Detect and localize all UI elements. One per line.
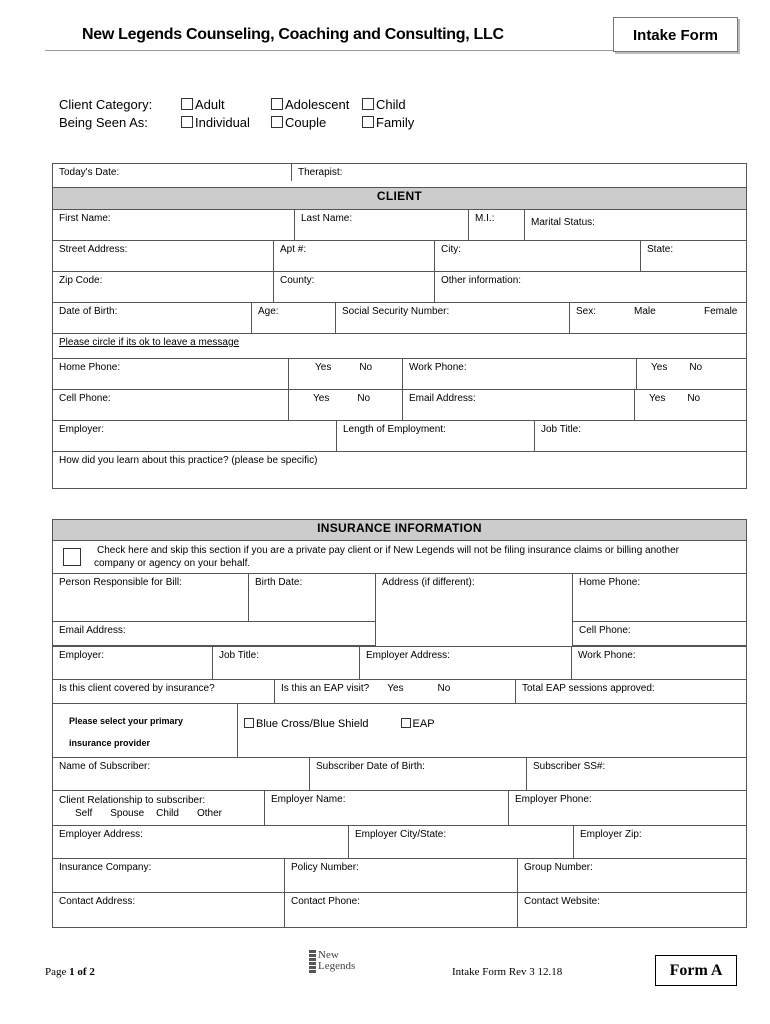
work-phone-field[interactable]: Work Phone:: [403, 359, 637, 389]
therapist-field[interactable]: Therapist:: [298, 167, 343, 178]
employer-city-state-field[interactable]: Employer City/State:: [349, 826, 574, 858]
subscriber-name-field[interactable]: Name of Subscriber:: [53, 758, 310, 790]
person-responsible-field[interactable]: Person Responsible for Bill:: [53, 574, 249, 621]
cell-phone-field[interactable]: Cell Phone:: [53, 390, 289, 420]
rel-self[interactable]: Self: [75, 807, 93, 819]
apt-field[interactable]: Apt #:: [274, 241, 435, 271]
email-message[interactable]: [635, 390, 747, 420]
eap-visit-yes[interactable]: Yes: [387, 682, 404, 694]
birth-date-field[interactable]: Birth Date:: [249, 574, 376, 621]
page-current: 1: [69, 966, 75, 978]
relationship-label: Client Relationship to subscriber:: [59, 794, 206, 806]
female-option[interactable]: Female: [704, 306, 738, 317]
zip-code-field[interactable]: Zip Code:: [53, 272, 274, 302]
eap-visit-field[interactable]: [275, 680, 516, 703]
subscriber-dob-field[interactable]: Subscriber Date of Birth:: [310, 758, 527, 790]
logo-mark-icon: [309, 950, 316, 974]
insurance-company-field[interactable]: Insurance Company:: [53, 859, 285, 892]
provider-options: [238, 704, 747, 757]
adolescent-checkbox[interactable]: [271, 98, 283, 110]
individual-label: Individual: [195, 115, 250, 130]
work-phone-yes[interactable]: Yes: [651, 362, 668, 373]
family-label: Family: [376, 115, 415, 130]
header-rule: [45, 50, 613, 51]
client-category-label: Client Category:: [59, 97, 153, 112]
form-a-label: Form A: [655, 955, 737, 986]
org-title: New Legends Counseling, Coaching and Consulting, LLC: [82, 26, 504, 43]
learn-about-practice-field[interactable]: How did you learn about this practice? (please be specific): [53, 452, 747, 489]
new-legends-logo: [309, 950, 355, 974]
adolescent-label: Adolescent: [285, 97, 350, 112]
rel-spouse[interactable]: Spouse: [110, 807, 145, 819]
home-phone-message[interactable]: [289, 359, 403, 389]
male-option[interactable]: Male: [634, 306, 656, 317]
individual-checkbox[interactable]: [181, 116, 193, 128]
cell-phone-yes[interactable]: Yes: [313, 393, 330, 404]
form-revision: Intake Form Rev 3 12.18: [452, 966, 563, 978]
adolescent-option[interactable]: [271, 97, 349, 112]
email-no[interactable]: No: [687, 393, 701, 404]
adult-checkbox[interactable]: [181, 98, 193, 110]
relationship-field[interactable]: [53, 791, 265, 825]
cell-phone-message[interactable]: [289, 390, 403, 420]
insurance-section-header: INSURANCE INFORMATION: [53, 520, 747, 541]
other-information-field[interactable]: Other information:: [441, 275, 522, 286]
home-phone-field[interactable]: Home Phone:: [53, 359, 289, 389]
length-employment-field[interactable]: Length of Employment:: [337, 421, 535, 451]
client-section-header: CLIENT: [53, 188, 747, 210]
work-phone-message[interactable]: [637, 359, 747, 389]
couple-checkbox[interactable]: [271, 116, 283, 128]
contact-address-field[interactable]: Contact Address:: [53, 893, 285, 927]
bcbs-checkbox[interactable]: [244, 718, 254, 728]
home-phone-no[interactable]: No: [359, 362, 373, 373]
employer-field-ins[interactable]: Employer:: [53, 647, 213, 679]
eap-visit-no[interactable]: No: [437, 682, 451, 694]
child-label: Child: [376, 97, 406, 112]
client-table: [52, 163, 747, 489]
contact-phone-field[interactable]: Contact Phone:: [285, 893, 518, 927]
page-number: [45, 966, 95, 978]
primary-insurance-label-1: Please select your primary: [69, 715, 184, 726]
child-checkbox[interactable]: [362, 98, 374, 110]
todays-date-field[interactable]: Today's Date:: [53, 164, 292, 181]
age-field[interactable]: Age:: [252, 303, 336, 333]
adult-option[interactable]: [181, 97, 225, 112]
logo-line-1: New: [318, 949, 339, 961]
home-phone-yes[interactable]: Yes: [315, 362, 332, 373]
intake-form-badge: Intake Form: [613, 17, 738, 52]
eap-visit-label: Is this an EAP visit?: [281, 682, 370, 694]
individual-option[interactable]: [181, 115, 250, 130]
circle-message-note: Please circle if its ok to leave a message: [53, 334, 747, 359]
family-checkbox[interactable]: [362, 116, 374, 128]
family-option[interactable]: [362, 115, 414, 130]
home-phone-field-ins[interactable]: Home Phone:: [573, 574, 747, 621]
city-field[interactable]: City:: [435, 241, 641, 271]
cell-phone-no[interactable]: No: [357, 393, 371, 404]
contact-website-field[interactable]: Contact Website:: [524, 895, 600, 907]
logo-line-2: Legends: [318, 960, 356, 972]
couple-label: Couple: [285, 115, 327, 130]
eap-label: EAP: [412, 717, 435, 730]
email-yes[interactable]: Yes: [649, 393, 666, 404]
sex-label: Sex:: [576, 306, 597, 317]
total-eap-field[interactable]: Total EAP sessions approved:: [522, 682, 655, 694]
skip-insurance-checkbox[interactable]: [63, 548, 81, 566]
child-option[interactable]: [362, 97, 406, 112]
employer-address-field-ins[interactable]: Employer Address:: [360, 647, 572, 679]
rel-other[interactable]: Other: [196, 807, 222, 819]
employer-phone-field[interactable]: Employer Phone:: [515, 793, 592, 805]
work-phone-field-ins[interactable]: Work Phone:: [578, 649, 636, 661]
ssn-field[interactable]: Social Security Number:: [336, 303, 570, 333]
primary-insurance-prompt: [53, 704, 238, 757]
address-if-different-field[interactable]: Address (if different):: [376, 574, 573, 645]
rel-child[interactable]: Child: [156, 807, 179, 819]
mi-field[interactable]: M.I.:: [469, 210, 525, 240]
page-total: 2: [89, 966, 95, 978]
employer-address-field-2[interactable]: Employer Address:: [53, 826, 349, 858]
page-prefix: Page: [45, 966, 70, 978]
first-name-field[interactable]: First Name:: [53, 210, 295, 240]
work-phone-no[interactable]: No: [689, 362, 703, 373]
page-of: of: [74, 966, 90, 978]
email-address-field-ins[interactable]: Email Address:: [53, 621, 376, 645]
group-number-field[interactable]: Group Number:: [524, 861, 593, 873]
cell-phone-field-ins[interactable]: Cell Phone:: [573, 621, 747, 645]
email-address-field[interactable]: Email Address:: [403, 390, 635, 420]
sex-field[interactable]: [570, 303, 747, 333]
job-title-field[interactable]: Job Title:: [541, 424, 582, 435]
employer-name-field[interactable]: Employer Name:: [265, 791, 509, 825]
insurance-table: [52, 519, 747, 928]
primary-insurance-label-2: insurance provider: [69, 737, 151, 748]
covered-by-insurance-field[interactable]: Is this client covered by insurance?: [53, 680, 275, 703]
bcbs-label: Blue Cross/Blue Shield: [256, 717, 369, 730]
subscriber-ss-field[interactable]: Subscriber SS#:: [533, 760, 606, 772]
couple-option[interactable]: [271, 115, 326, 130]
skip-insurance-note-2: company or agency on your behalf.: [94, 558, 251, 569]
skip-insurance-note: Check here and skip this section if you are a private pay client or if New Legends will not be filing insurance claims or billing another: [97, 545, 679, 556]
eap-checkbox[interactable]: [401, 718, 411, 728]
county-field[interactable]: County:: [274, 272, 435, 302]
policy-number-field[interactable]: Policy Number:: [285, 859, 518, 892]
adult-label: Adult: [195, 97, 225, 112]
marital-status-field[interactable]: Marital Status:: [531, 217, 595, 228]
last-name-field[interactable]: Last Name:: [295, 210, 469, 240]
dob-field[interactable]: Date of Birth:: [53, 303, 252, 333]
job-title-field-ins[interactable]: Job Title:: [213, 647, 360, 679]
employer-zip-field[interactable]: Employer Zip:: [580, 828, 642, 840]
street-address-field[interactable]: Street Address:: [53, 241, 274, 271]
employer-field[interactable]: Employer:: [53, 421, 337, 451]
state-field[interactable]: State:: [647, 244, 674, 255]
being-seen-label: Being Seen As:: [59, 115, 148, 130]
